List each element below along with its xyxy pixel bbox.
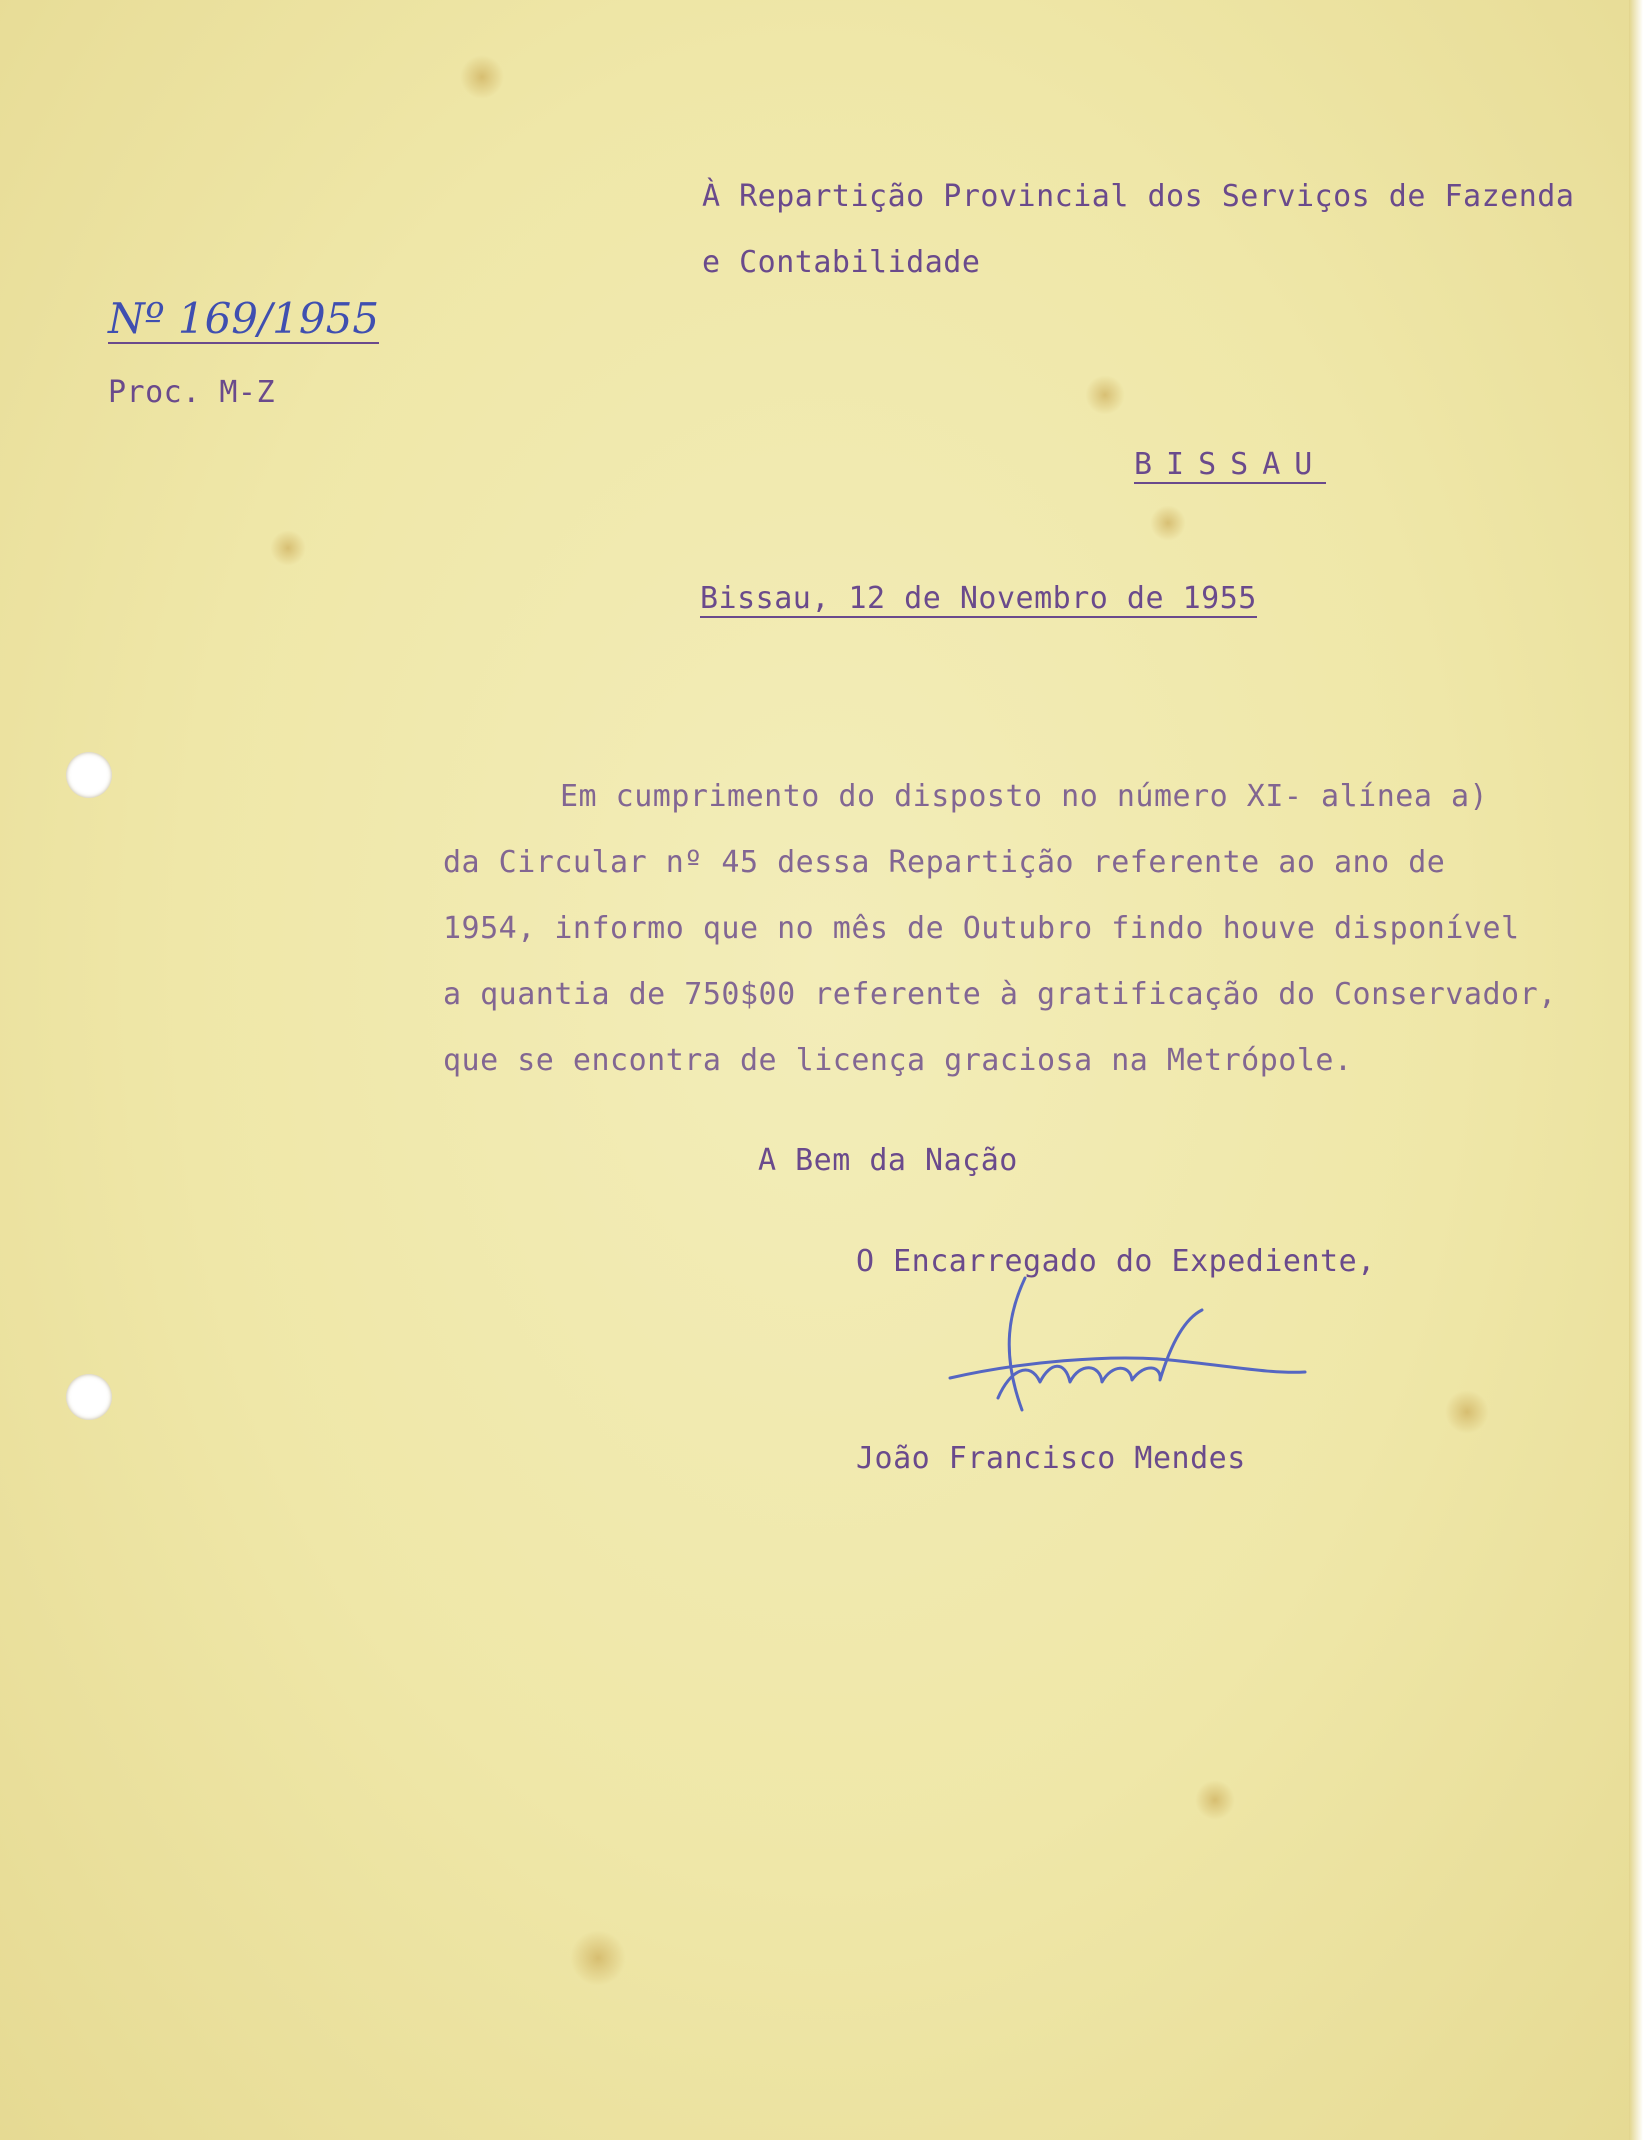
body-line: que se encontra de licença graciosa na Metrópole. xyxy=(443,1043,1353,1078)
body-line: 1954, informo que no mês de Outubro findo houve disponível xyxy=(443,911,1520,946)
stain xyxy=(1195,1780,1235,1820)
body-line: da Circular nº 45 dessa Repartição referente ao ano de xyxy=(443,845,1446,880)
body-line: Em cumprimento do disposto no número XI- alínea a) xyxy=(560,779,1489,814)
destination-city: BISSAU xyxy=(1134,447,1327,482)
punch-hole-top xyxy=(66,752,112,798)
date-line: Bissau, 12 de Novembro de 1955 xyxy=(700,581,1257,616)
stain xyxy=(1150,505,1186,541)
reference-number: Nº 169/1955 xyxy=(108,294,380,343)
stain xyxy=(460,55,504,99)
handwritten-signature xyxy=(940,1270,1320,1420)
paper-edge xyxy=(1629,0,1643,2140)
punch-hole-bottom xyxy=(66,1374,112,1420)
stain xyxy=(1085,375,1125,415)
closing-salutation: A Bem da Nação xyxy=(758,1143,1018,1178)
signer-name: João Francisco Mendes xyxy=(856,1441,1246,1476)
recipient-line-1: À Repartição Provincial dos Serviços de Fazenda xyxy=(702,179,1575,214)
stain xyxy=(1445,1390,1489,1434)
stain xyxy=(270,530,306,566)
process-reference: Proc. M-Z xyxy=(108,375,276,410)
signer-title: O Encarregado do Expediente, xyxy=(856,1244,1376,1279)
body-line: a quantia de 750$00 referente à gratificação do Conservador, xyxy=(443,977,1557,1012)
stain xyxy=(570,1930,626,1986)
recipient-line-2: e Contabilidade xyxy=(702,245,981,280)
